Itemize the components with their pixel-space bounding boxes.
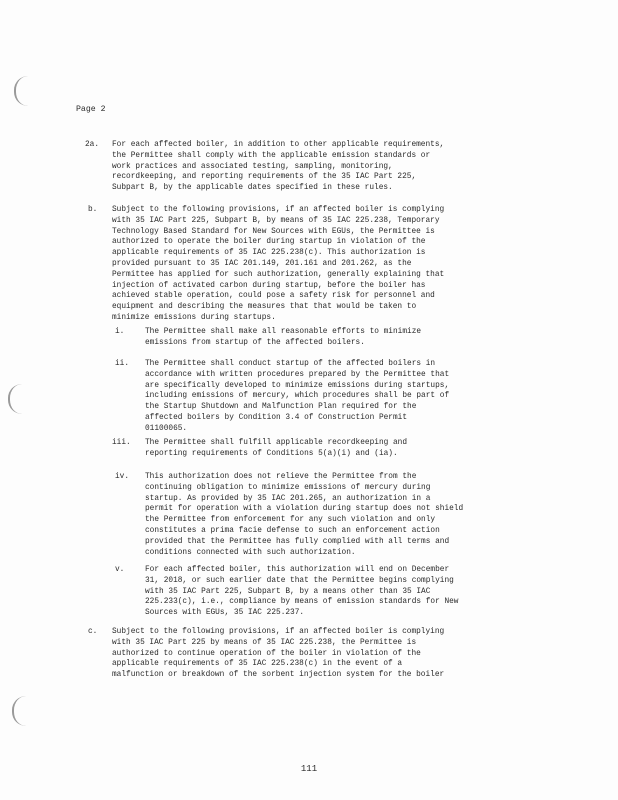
sub-condition-label: i. bbox=[115, 328, 125, 336]
condition-paragraph bbox=[112, 627, 444, 681]
text-line: provided that the Permittee has fully complied with all terms and bbox=[145, 537, 450, 546]
text-line: recordkeeping, and reporting requirements of the 35 IAC Part 225, bbox=[112, 173, 417, 182]
sub-condition-label: iii. bbox=[112, 439, 131, 447]
text-line: Permittee has applied for such authorization, generally explaining that bbox=[112, 270, 445, 279]
sub-condition-label: v. bbox=[115, 566, 125, 574]
text-line: continuing obligation to minimize emissions of mercury during bbox=[145, 483, 431, 492]
text-line: equipment and describing the measures that that would be taken to bbox=[112, 303, 417, 312]
text-line: the Startup Shutdown and Malfunction Plan required for the bbox=[145, 403, 417, 412]
text-line: including emissions of mercury, which procedures shall be part of bbox=[145, 392, 450, 401]
text-line: constitutes a prima facie defense to such an enforcement action bbox=[145, 526, 440, 535]
text-line: For each affected boiler, in addition to other applicable requirements, bbox=[112, 141, 445, 149]
sub-condition-paragraph bbox=[145, 472, 463, 558]
text-line: conditions connected with such authorization. bbox=[145, 548, 356, 557]
condition-label: 2a. bbox=[85, 141, 100, 149]
text-line: applicable requirements of 35 IAC 225.238(c) in the event of a bbox=[112, 660, 403, 669]
condition-label: c. bbox=[88, 628, 98, 636]
text-line: with 35 IAC Part 225, Subpart B, by means of 35 IAC 225.238, Temporary bbox=[112, 216, 440, 225]
text-line: are specifically developed to minimize emissions during startups, bbox=[145, 381, 450, 390]
text-line: affected boilers by Condition 3.4 of Construction Permit bbox=[145, 413, 408, 422]
text-line: Subject to the following provisions, if an affected boiler is complying bbox=[112, 628, 445, 636]
text-line: 31, 2018, or such earlier date that the Permittee begins complying bbox=[145, 576, 454, 585]
sub-condition-paragraph bbox=[145, 565, 459, 619]
text-line: the Permittee from enforcement for any such violation and only bbox=[145, 516, 436, 525]
text-line: Subpart B, by the applicable dates specified in these rules. bbox=[112, 184, 393, 193]
text-line: provided pursuant to 35 IAC 201.149, 201.161 and 201.262, as the bbox=[112, 259, 412, 268]
binding-hole-mark bbox=[14, 76, 30, 106]
text-line: reporting requirements of Conditions 5(a)(i) and (ia). bbox=[145, 449, 398, 458]
sub-condition-paragraph bbox=[145, 359, 449, 435]
text-line: For each affected boiler, this authorization will end on December bbox=[145, 566, 450, 574]
text-line: applicable requirements of 35 IAC 225.238(c). This authorization is bbox=[112, 249, 426, 258]
page-header: Page 2 bbox=[76, 105, 106, 114]
text-line: Subject to the following provisions, if an affected boiler is complying bbox=[112, 206, 445, 214]
text-line: minimize emissions during startups. bbox=[112, 313, 276, 322]
text-line: 01100065. bbox=[145, 424, 188, 433]
text-line: work practices and associated testing, sampling, monitoring, bbox=[112, 162, 393, 171]
text-line: permit for operation with a violation during startup does not shield bbox=[145, 505, 464, 514]
text-line: authorized to operate the boiler during startup in violation of the bbox=[112, 238, 426, 247]
text-line: authorized to continue operation of the boiler in violation of the bbox=[112, 649, 421, 658]
sub-condition-label: iv. bbox=[115, 473, 130, 481]
text-line: The Permittee shall fulfill applicable recordkeeping and bbox=[145, 439, 408, 447]
page-number: 111 bbox=[300, 764, 318, 774]
text-line: injection of activated carbon during startup, before the boiler has bbox=[112, 281, 426, 290]
sub-condition-paragraph bbox=[145, 327, 421, 349]
condition-label: b. bbox=[88, 206, 98, 214]
sub-condition-paragraph bbox=[145, 438, 407, 460]
text-line: achieved stable operation, could pose a safety risk for personnel and bbox=[112, 292, 435, 301]
text-line: with 35 IAC Part 225, Subpart B, by a means other than 35 IAC bbox=[145, 587, 431, 596]
binding-hole-mark bbox=[8, 384, 24, 414]
text-line: 225.233(c), i.e., compliance by means of emission standards for New bbox=[145, 598, 459, 607]
text-line: The Permittee shall conduct startup of the affected boilers in bbox=[145, 360, 436, 368]
binding-hole-mark bbox=[12, 696, 28, 726]
text-line: The Permittee shall make all reasonable efforts to minimize bbox=[145, 328, 422, 336]
condition-paragraph bbox=[112, 140, 444, 194]
text-line: Sources with EGUs, 35 IAC 225.237. bbox=[145, 609, 305, 618]
text-line: emissions from startup of the affected boilers. bbox=[145, 338, 365, 347]
text-line: with 35 IAC Part 225 by means of 35 IAC 225.238, the Permittee is bbox=[112, 638, 417, 647]
text-line: malfunction or breakdown of the sorbent injection system for the boiler bbox=[112, 671, 445, 680]
condition-paragraph bbox=[112, 205, 444, 324]
text-line: This authorization does not relieve the Permittee from the bbox=[145, 473, 417, 481]
text-line: Technology Based Standard for New Sources with EGUs, the Permittee is bbox=[112, 227, 435, 236]
text-line: startup. As provided by 35 IAC 201.265, an authorization in a bbox=[145, 494, 431, 503]
sub-condition-label: ii. bbox=[115, 360, 130, 368]
text-line: the Permittee shall comply with the applicable emission standards or bbox=[112, 151, 431, 160]
text-line: accordance with written procedures prepared by the Permittee that bbox=[145, 370, 450, 379]
